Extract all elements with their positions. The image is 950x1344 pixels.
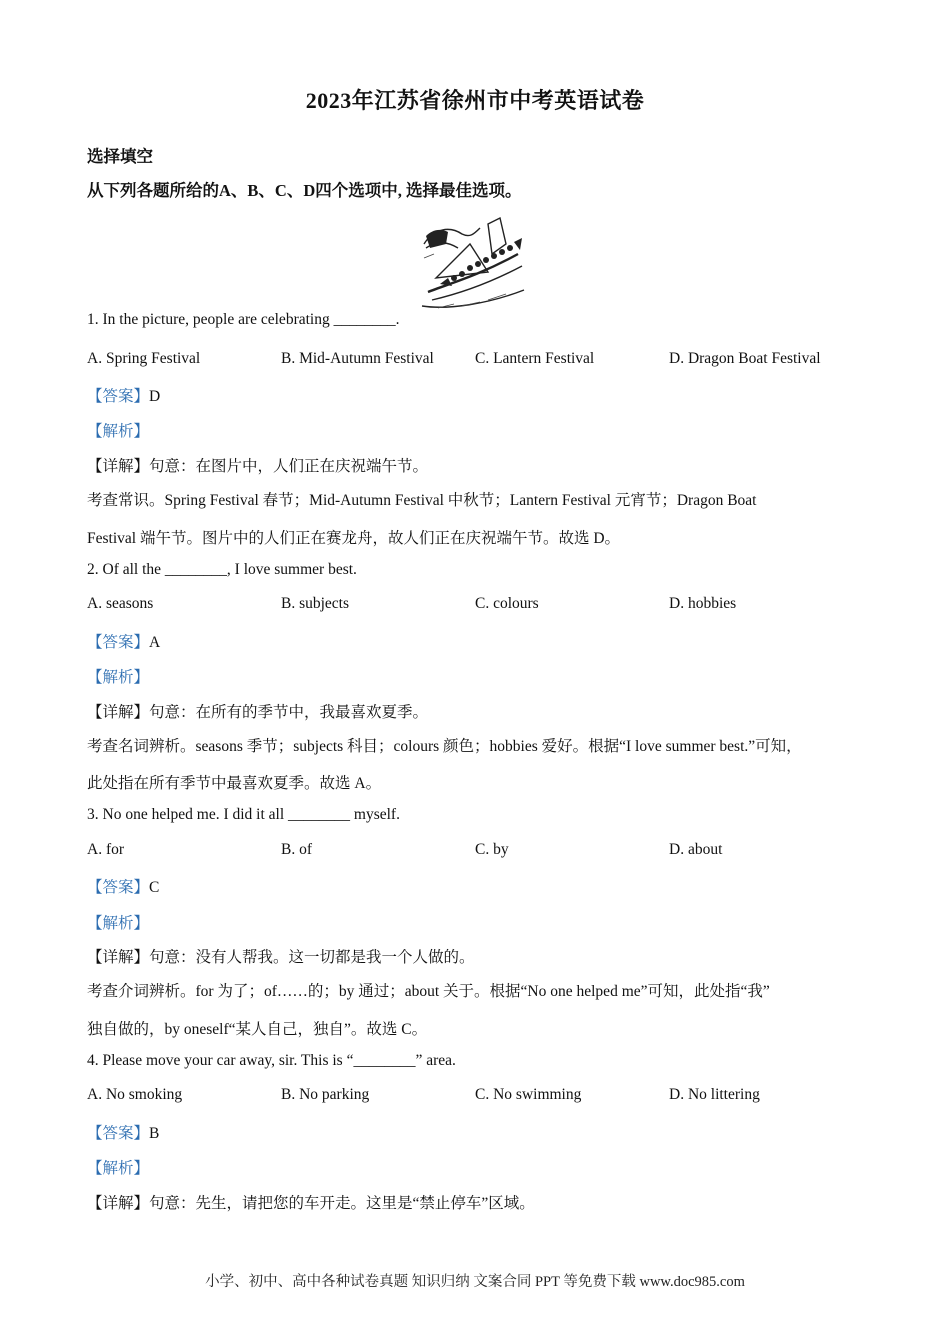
detail-label: 【详解】	[87, 949, 150, 966]
answer-value: C	[149, 879, 160, 896]
answer-label: 【答案】	[87, 1125, 150, 1142]
question-1-stem: 1. In the picture, people are celebrating ________.	[87, 311, 400, 328]
option-b: B. of	[281, 841, 312, 858]
option-b: B. Mid-Autumn Festival	[281, 350, 434, 367]
detail-line	[87, 1191, 535, 1213]
answer-value: A	[149, 634, 161, 651]
option-c: C. by	[475, 841, 509, 858]
option-a: A. No smoking	[87, 1086, 183, 1103]
question-3-stem: 3. No one helped me. I did it all ________ myself.	[87, 806, 400, 823]
option-b: B. subjects	[281, 595, 350, 612]
explanation-line: 独自做的，by oneself“某人自己，独自”。故选 C。	[87, 1021, 428, 1038]
option-a: A. Spring Festival	[87, 350, 201, 367]
detail-text: 句意：在图片中，人们正在庆祝端午节。	[149, 458, 429, 475]
answer-label: 【答案】	[87, 879, 150, 896]
detail-line	[87, 945, 475, 967]
answer-value: B	[149, 1125, 160, 1142]
explanation-line: 考查常识。Spring Festival 春节；Mid-Autumn Festival 中秋节；Lantern Festival 元宵节；Dragon Boat	[87, 492, 757, 509]
option-a: A. for	[87, 841, 125, 858]
analysis-label: 【解析】	[87, 423, 150, 440]
option-a: A. seasons	[87, 595, 154, 612]
answer-label: 【答案】	[87, 388, 150, 405]
answer-label: 【答案】	[87, 634, 150, 651]
answer-line	[87, 630, 160, 652]
answer-line	[87, 384, 160, 406]
section-heading: 选择填空	[87, 147, 153, 166]
explanation-line: 此处指在所有季节中最喜欢夏季。故选 A。	[87, 775, 382, 792]
answer-line	[87, 1121, 159, 1143]
instruction: 从下列各题所给的A、B、C、D四个选项中, 选择最佳选项。	[87, 181, 522, 200]
question-2-stem: 2. Of all the ________, I love summer best.	[87, 561, 357, 578]
option-c: C. Lantern Festival	[475, 350, 595, 367]
question-4-stem: 4. Please move your car away, sir. This is “________” area.	[87, 1052, 456, 1069]
page-footer: 小学、初中、高中各种试卷真题 知识归纳 文案合同 PPT 等免费下载 www.doc985.com	[205, 1274, 745, 1290]
detail-text: 句意：没有人帮我。这一切都是我一个人做的。	[149, 949, 475, 966]
question-1-options	[87, 350, 887, 374]
question-3-options	[87, 841, 887, 865]
option-d: D. hobbies	[669, 595, 737, 612]
detail-label: 【详解】	[87, 1195, 150, 1212]
explanation-line: Festival 端午节。图片中的人们正在赛龙舟，故人们正在庆祝端午节。故选 D。	[87, 530, 621, 547]
answer-value: D	[149, 388, 161, 405]
option-c: C. No swimming	[475, 1086, 582, 1103]
page-title: 2023年江苏省徐州市中考英语试卷	[305, 88, 645, 113]
question-4-options	[87, 1086, 887, 1110]
option-d: D. No littering	[669, 1086, 760, 1103]
analysis-label: 【解析】	[87, 669, 150, 686]
detail-text: 句意：在所有的季节中，我最喜欢夏季。	[149, 704, 429, 721]
answer-line	[87, 875, 159, 897]
explanation-line: 考查名词辨析。seasons 季节；subjects 科目；colours 颜色；hobbies 爱好。根据“I love summer best.”可知，	[87, 738, 802, 755]
option-c: C. colours	[475, 595, 539, 612]
question-2-options	[87, 595, 887, 619]
dragon-boat-illustration	[418, 214, 526, 314]
detail-line	[87, 700, 428, 722]
option-d: D. Dragon Boat Festival	[669, 350, 821, 367]
analysis-label: 【解析】	[87, 915, 150, 932]
option-d: D. about	[669, 841, 723, 858]
option-b: B. No parking	[281, 1086, 370, 1103]
analysis-label: 【解析】	[87, 1160, 150, 1177]
explanation-line: 考查介词辨析。for 为了；of……的；by 通过；about 关于。根据“No one helped me”可知，此处指“我”	[87, 983, 770, 1000]
detail-line	[87, 454, 428, 476]
detail-label: 【详解】	[87, 458, 150, 475]
detail-text: 句意：先生，请把您的车开走。这里是“禁止停车”区域。	[149, 1195, 535, 1212]
detail-label: 【详解】	[87, 704, 150, 721]
